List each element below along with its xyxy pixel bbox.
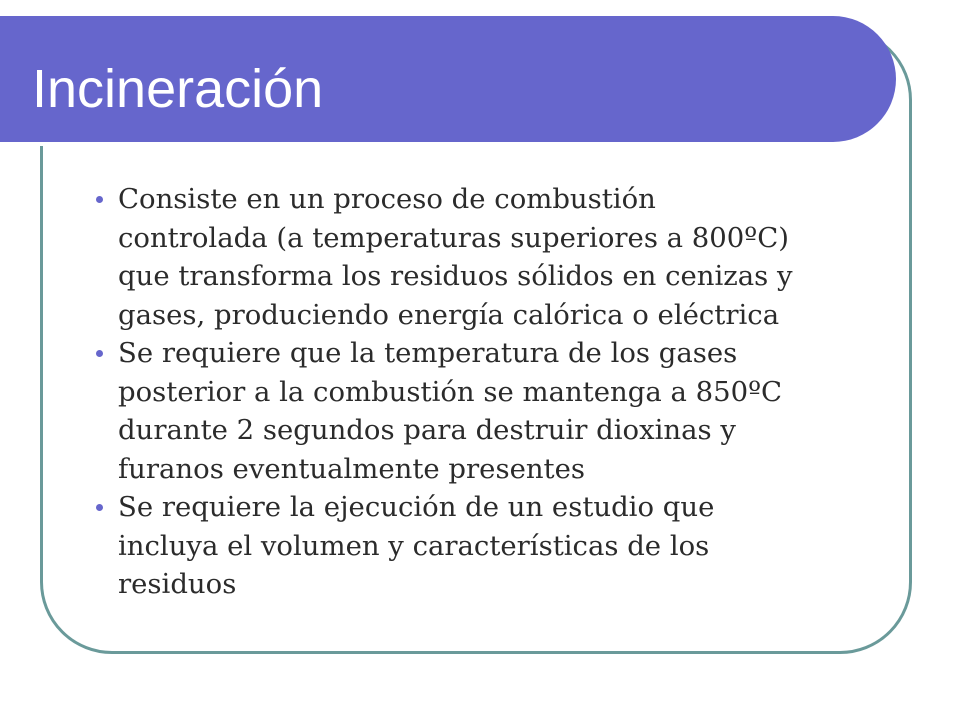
slide-title: Incineración bbox=[32, 59, 324, 119]
bullet-dot-icon bbox=[96, 504, 103, 511]
bullet-text: Consiste en un proceso de combustión controlada (a temperaturas superiores a 800ºC) que transforma los residuos sólidos en cenizas y gases, produciendo energía calórica o eléctrica bbox=[118, 183, 793, 331]
bullet-dot-icon bbox=[96, 350, 103, 357]
bullet-text: Se requiere que la temperatura de los gases posterior a la combustión se mantenga a 850ºC durante 2 segundos para destruir dioxinas y furanos eventualmente presentes bbox=[118, 337, 783, 485]
bullet-list bbox=[94, 180, 814, 604]
bullet-item bbox=[94, 334, 814, 488]
bullet-item bbox=[94, 488, 814, 604]
bullet-text: Se requiere la ejecución de un estudio que incluya el volumen y características de los residuos bbox=[118, 491, 715, 600]
bullet-dot-icon bbox=[96, 196, 103, 203]
title-underline bbox=[0, 142, 848, 146]
title-bar bbox=[0, 16, 896, 142]
bullet-item bbox=[94, 180, 814, 334]
